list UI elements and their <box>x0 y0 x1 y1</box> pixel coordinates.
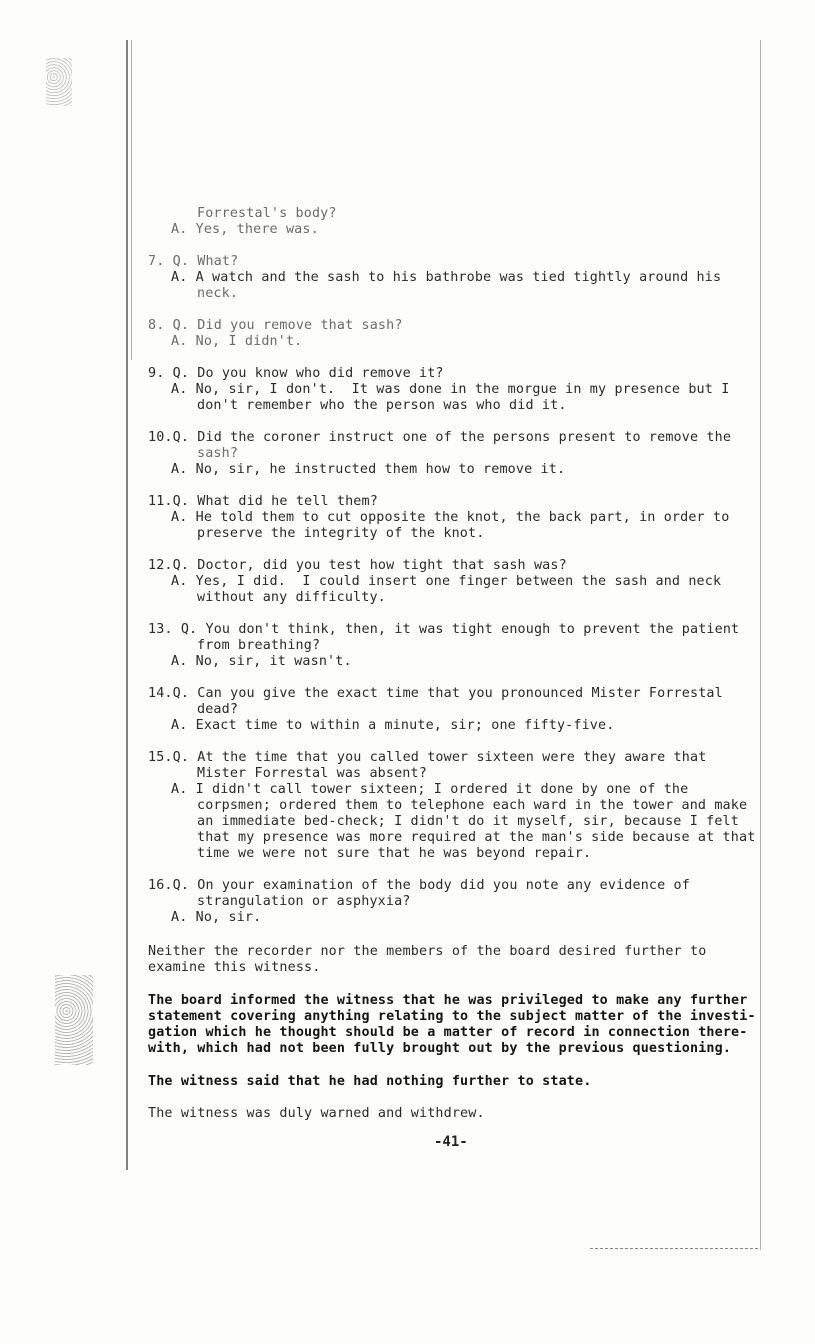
paragraph-line: Neither the recorder nor the members of the board desired further to <box>148 944 707 959</box>
paragraph-line: statement covering anything relating to the subject matter of the investi- <box>148 1009 756 1024</box>
answer-line: A. No, I didn't. <box>171 334 303 349</box>
answer-line: A. He told them to cut opposite the knot, the back part, in order to <box>171 510 730 525</box>
bottom-dashed-rule <box>590 1248 758 1250</box>
paragraph-line: The witness said that he had nothing further to state. <box>148 1074 592 1089</box>
scan-speckle-middle <box>55 975 93 1065</box>
text-line: preserve the integrity of the knot. <box>197 526 485 541</box>
paragraph-line: The witness was duly warned and withdrew. <box>148 1106 485 1121</box>
question-line: 10.Q. Did the coroner instruct one of the persons present to remove the <box>148 430 732 445</box>
answer-line: A. No, sir, he instructed them how to remove it. <box>171 462 566 477</box>
left-margin-rule <box>126 40 128 1170</box>
question-line: 15.Q. At the time that you called tower sixteen were they aware that <box>148 750 707 765</box>
paragraph-line: gation which he thought should be a matter of record in connection there- <box>148 1025 748 1040</box>
left-margin-rule-secondary <box>131 40 132 360</box>
question-line: 8. Q. Did you remove that sash? <box>148 318 403 333</box>
text-line: time we were not sure that he was beyond repair. <box>197 846 592 861</box>
paragraph-line: with, which had not been fully brought out by the previous questioning. <box>148 1041 732 1056</box>
answer-line: A. Yes, I did. I could insert one finger between the sash and neck <box>171 574 722 589</box>
text-line: strangulation or asphyxia? <box>197 894 411 909</box>
right-margin-rule <box>760 40 761 1250</box>
text-line: Forrestal's body? <box>197 206 337 221</box>
text-line: without any difficulty. <box>197 590 386 605</box>
text-line: an immediate bed-check; I didn't do it myself, sir, because I felt <box>197 814 739 829</box>
text-line: corpsmen; ordered them to telephone each ward in the tower and make <box>197 798 748 813</box>
question-line: 16.Q. On your examination of the body did you note any evidence of <box>148 878 690 893</box>
question-line: 9. Q. Do you know who did remove it? <box>148 366 444 381</box>
answer-line: A. No, sir. <box>171 910 262 925</box>
text-line: that my presence was more required at the man's side because at that <box>197 830 756 845</box>
text-line: sash? <box>197 446 239 461</box>
question-line: 13. Q. You don't think, then, it was tight enough to prevent the patient <box>148 622 740 637</box>
answer-line: A. I didn't call tower sixteen; I ordered it done by one of the <box>171 782 689 797</box>
question-line: 7. Q. What? <box>148 254 239 269</box>
text-line: from breathing? <box>197 638 321 653</box>
answer-line: A. No, sir, it wasn't. <box>171 654 352 669</box>
text-line: neck. <box>197 286 239 301</box>
question-line: 12.Q. Doctor, did you test how tight that sash was? <box>148 558 567 573</box>
text-line: dead? <box>197 702 239 717</box>
question-line: 14.Q. Can you give the exact time that you pronounced Mister Forrestal <box>148 686 723 701</box>
answer-line: A. No, sir, I don't. It was done in the morgue in my presence but I <box>171 382 730 397</box>
text-line: don't remember who the person was who did it. <box>197 398 567 413</box>
text-line: A. Yes, there was. <box>171 222 319 237</box>
paragraph-line: The board informed the witness that he was privileged to make any further <box>148 993 748 1008</box>
paragraph-line: examine this witness. <box>148 960 321 975</box>
question-line: 11.Q. What did he tell them? <box>148 494 378 509</box>
page-number: -41- <box>434 1134 468 1150</box>
answer-line: A. Exact time to within a minute, sir; one fifty-five. <box>171 718 615 733</box>
scan-speckle-top <box>46 58 72 106</box>
text-line: Mister Forrestal was absent? <box>197 766 427 781</box>
answer-line: A. A watch and the sash to his bathrobe was tied tightly around his <box>171 270 722 285</box>
